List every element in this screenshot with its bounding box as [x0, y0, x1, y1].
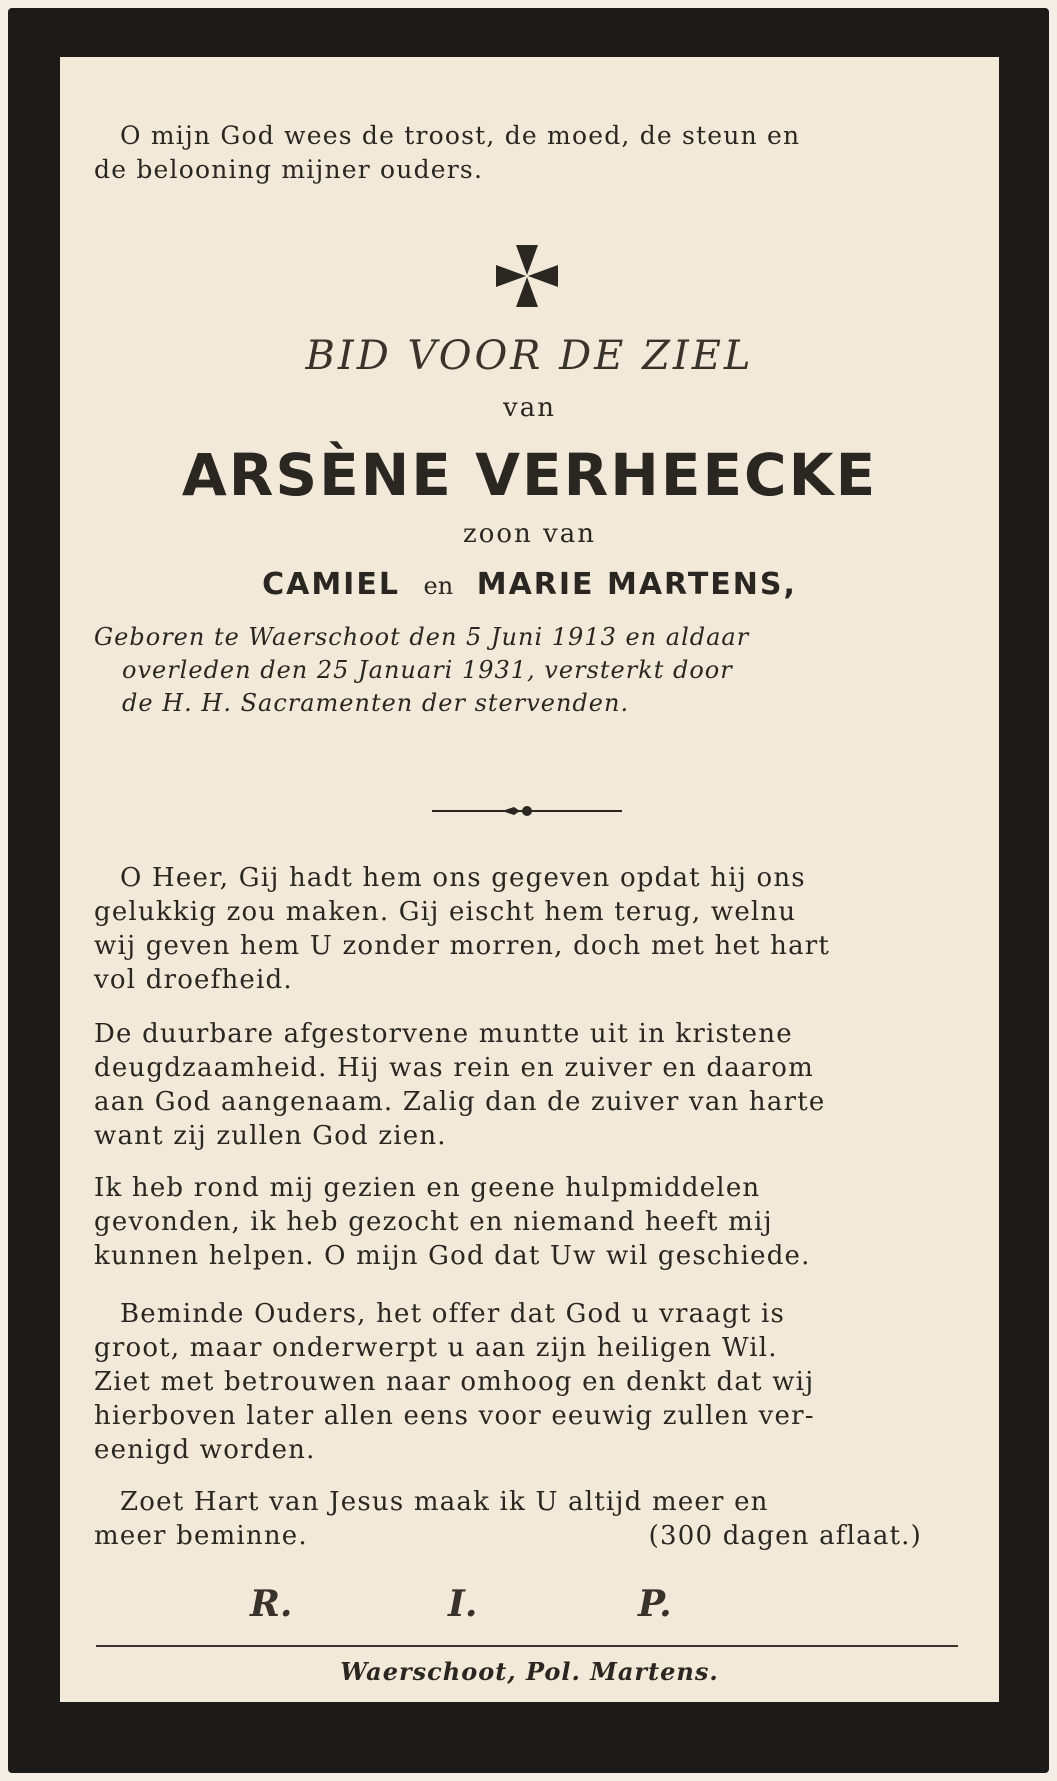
footer-rule: [96, 1645, 958, 1647]
mother-name: MARIE MARTENS,: [476, 567, 797, 602]
opening-prayer-line-1: O mijn God wees de troost, de moed, de steun en: [120, 121, 801, 150]
paragraph-4-line-4: hierboven later allen eens voor eeuwig zullen ver-: [94, 1401, 815, 1431]
paragraph-4-line-2: groot, maar onderwerpt u aan zijn heiligen Wil.: [94, 1333, 778, 1363]
biography-line-3: de H. H. Sacramenten der stervenden.: [122, 689, 630, 717]
biography: [94, 621, 956, 720]
heading: BID VOOR DE ZIEL: [305, 333, 754, 379]
closing-line-2: meer beminne.: [94, 1521, 308, 1551]
indulgence-note: (300 dagen aflaat.): [648, 1521, 922, 1551]
memorial-card: [60, 57, 999, 1702]
parents-conjunction: en: [423, 572, 454, 600]
printer-imprint: Waerschoot, Pol. Martens.: [340, 1657, 719, 1686]
divider-ornament: [432, 801, 622, 821]
paragraph-2-line-3: aan God aangenaam. Zalig dan de zuiver van harte: [94, 1087, 826, 1117]
paragraph-1-line-1: O Heer, Gij hadt hem ons gegeven opdat hij ons: [120, 863, 806, 893]
rip-i: I.: [448, 1583, 478, 1625]
closing-line-1: Zoet Hart van Jesus maak ik U altijd meer en: [120, 1487, 769, 1517]
paragraph-4-line-1: Beminde Ouders, het offer dat God u vraagt is: [120, 1299, 786, 1329]
father-name: CAMIEL: [262, 567, 400, 602]
paragraph-2-line-4: want zij zullen God zien.: [94, 1121, 447, 1151]
paragraph-4-line-5: eenigd worden.: [94, 1435, 316, 1465]
paragraph-3-line-2: gevonden, ik heb gezocht en niemand heeft mij: [94, 1207, 773, 1237]
paragraph-1-line-2: gelukkig zou maken. Gij eischt hem terug, welnu: [94, 897, 797, 927]
rip-r: R.: [250, 1583, 293, 1625]
cross-pattee-icon: [492, 241, 562, 311]
parents: [60, 567, 999, 602]
paragraph-1: [94, 861, 956, 997]
paragraph-3-line-3: kunnen helpen. O mijn God dat Uw wil geschiede.: [94, 1241, 811, 1271]
paragraph-2-line-1: De duurbare afgestorvene muntte uit in kristene: [94, 1019, 793, 1049]
deceased-name: ARSÈNE VERHEECKE: [181, 441, 878, 509]
biography-line-2: overleden den 25 Januari 1931, versterkt door: [122, 656, 733, 684]
paragraph-3: [94, 1171, 956, 1273]
opening-prayer: [94, 119, 956, 187]
rip-p: P.: [638, 1583, 672, 1625]
paragraph-2-line-2: deugdzaamheid. Hij was rein en zuiver en daarom: [94, 1053, 814, 1083]
opening-prayer-line-2: de belooning mijner ouders.: [94, 155, 484, 184]
biography-line-1: Geboren te Waerschoot den 5 Juni 1913 en aldaar: [94, 623, 750, 651]
paragraph-3-line-1: Ik heb rond mij gezien en geene hulpmiddelen: [94, 1173, 761, 1203]
paragraph-4-line-3: Ziet met betrouwen naar omhoog en denkt dat wij: [94, 1367, 815, 1397]
closing-prayer: [94, 1485, 956, 1553]
van-label: van: [503, 393, 556, 423]
son-of-label: zoon van: [463, 519, 596, 549]
paragraph-1-line-4: vol droefheid.: [94, 965, 293, 995]
paragraph-4: [94, 1297, 956, 1467]
paragraph-2: [94, 1017, 956, 1153]
paragraph-1-line-3: wij geven hem U zonder morren, doch met het hart: [94, 931, 831, 961]
